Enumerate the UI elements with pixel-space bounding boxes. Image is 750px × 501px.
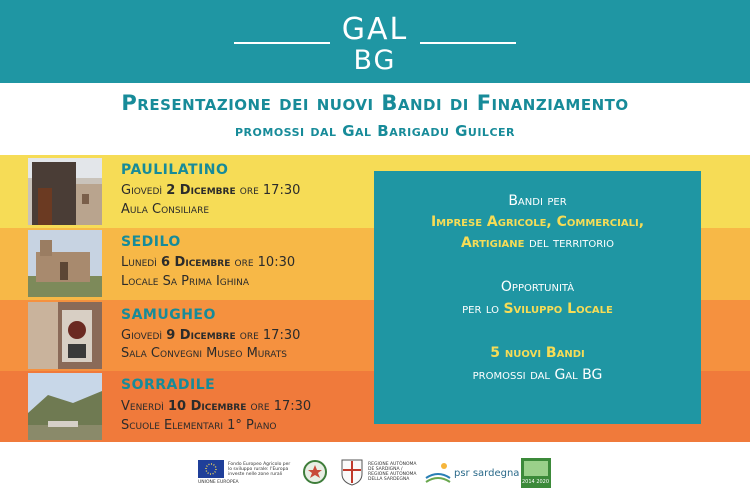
info-artigiane-highlight: Artigiane: [460, 235, 525, 251]
event-place-sedilo: Locale Sa Prima Ighina: [121, 274, 250, 289]
info-per-lo: per lo: [462, 301, 499, 317]
event-town-samugheo: SAMUGHEO: [121, 307, 216, 323]
info-artigiane-line: [374, 235, 701, 251]
event-place-samugheo: Sala Convegni Museo Murats: [121, 346, 287, 361]
eu-flag-icon: [198, 460, 224, 478]
event-date-value: 2 Dicembre: [166, 183, 236, 198]
samugheo-photo: [28, 302, 102, 369]
eafrd-text: Fondo Europeo Agricolo per lo sviluppo rurale: l'Europa investe nelle zone rurali: [228, 462, 291, 477]
event-time: 17:30: [262, 183, 301, 198]
event-place-paulilatino: Aula Consiliare: [121, 202, 210, 217]
event-day: Giovedì: [121, 183, 163, 198]
event-date-sorradile: [121, 399, 311, 414]
info-sviluppo-line: [374, 301, 701, 317]
psr-sardegna-logo-icon: [424, 460, 452, 484]
header-banner: [0, 0, 750, 83]
event-town-paulilatino: PAULILATINO: [121, 162, 229, 178]
event-day: Venerdì: [121, 399, 164, 414]
event-time-label: ore: [239, 183, 259, 198]
event-time-label: ore: [239, 328, 259, 343]
event-time: 17:30: [273, 399, 312, 414]
italian-republic-emblem-icon: [302, 458, 328, 486]
event-date-paulilatino: [121, 183, 300, 198]
sardinia-region-emblem-icon: [340, 458, 364, 486]
info-nuovi-bandi: [374, 345, 701, 361]
eu-caption: UNIONE EUROPEA: [198, 480, 239, 485]
event-date-value: 6 Dicembre: [160, 255, 231, 270]
event-town-sorradile: SORRADILE: [121, 377, 216, 393]
event-date-value: 9 Dicembre: [166, 328, 236, 343]
event-date-value: 10 Dicembre: [167, 399, 247, 414]
info-imprese-line: [374, 214, 701, 230]
event-day: Lunedì: [121, 255, 157, 270]
logo-text-bottom: BG: [353, 45, 397, 76]
info-nuovi-bandi-highlight: 5 nuovi Bandi: [490, 345, 585, 361]
event-date-sedilo: [121, 255, 295, 270]
sorradile-photo: [28, 373, 102, 440]
info-box: [374, 171, 701, 424]
sedilo-photo: [28, 230, 102, 297]
info-territorio: del territorio: [528, 235, 614, 251]
paulilatino-photo: [28, 158, 102, 225]
page-subtitle: promossi dal Gal Barigadu Guilcer: [234, 122, 516, 140]
event-date-samugheo: [121, 328, 300, 343]
event-time: 10:30: [257, 255, 296, 270]
event-place-sorradile: Scuole Elementari 1° Piano: [121, 418, 277, 433]
gal-bg-logo: [0, 8, 750, 78]
page-title: Presentazione dei nuovi Bandi di Finanziamento: [121, 91, 629, 115]
psr-sardegna-text: psr sardegna: [454, 468, 520, 479]
event-time-label: ore: [250, 399, 270, 414]
event-town-sedilo: SEDILO: [121, 234, 181, 250]
event-day: Giovedì: [121, 328, 163, 343]
logo-text-top: GAL: [341, 12, 409, 47]
info-imprese-highlight: Imprese Agricole, Commerciali,: [430, 214, 645, 230]
info-sviluppo-highlight: Sviluppo Locale: [503, 301, 613, 317]
leader-years: 2014 2020: [522, 479, 550, 485]
info-promossi: promossi dal Gal BG: [472, 367, 603, 383]
event-time: 17:30: [262, 328, 301, 343]
event-time-label: ore: [234, 255, 254, 270]
info-opportunita: Opportunità: [500, 279, 575, 295]
info-bandi-per: Bandi per: [508, 193, 567, 209]
ras-text: REGIONE AUTÒNOMA DE SARDIGNA / REGIONE AUTONOMA DELLA SARDEGNA: [368, 462, 417, 482]
